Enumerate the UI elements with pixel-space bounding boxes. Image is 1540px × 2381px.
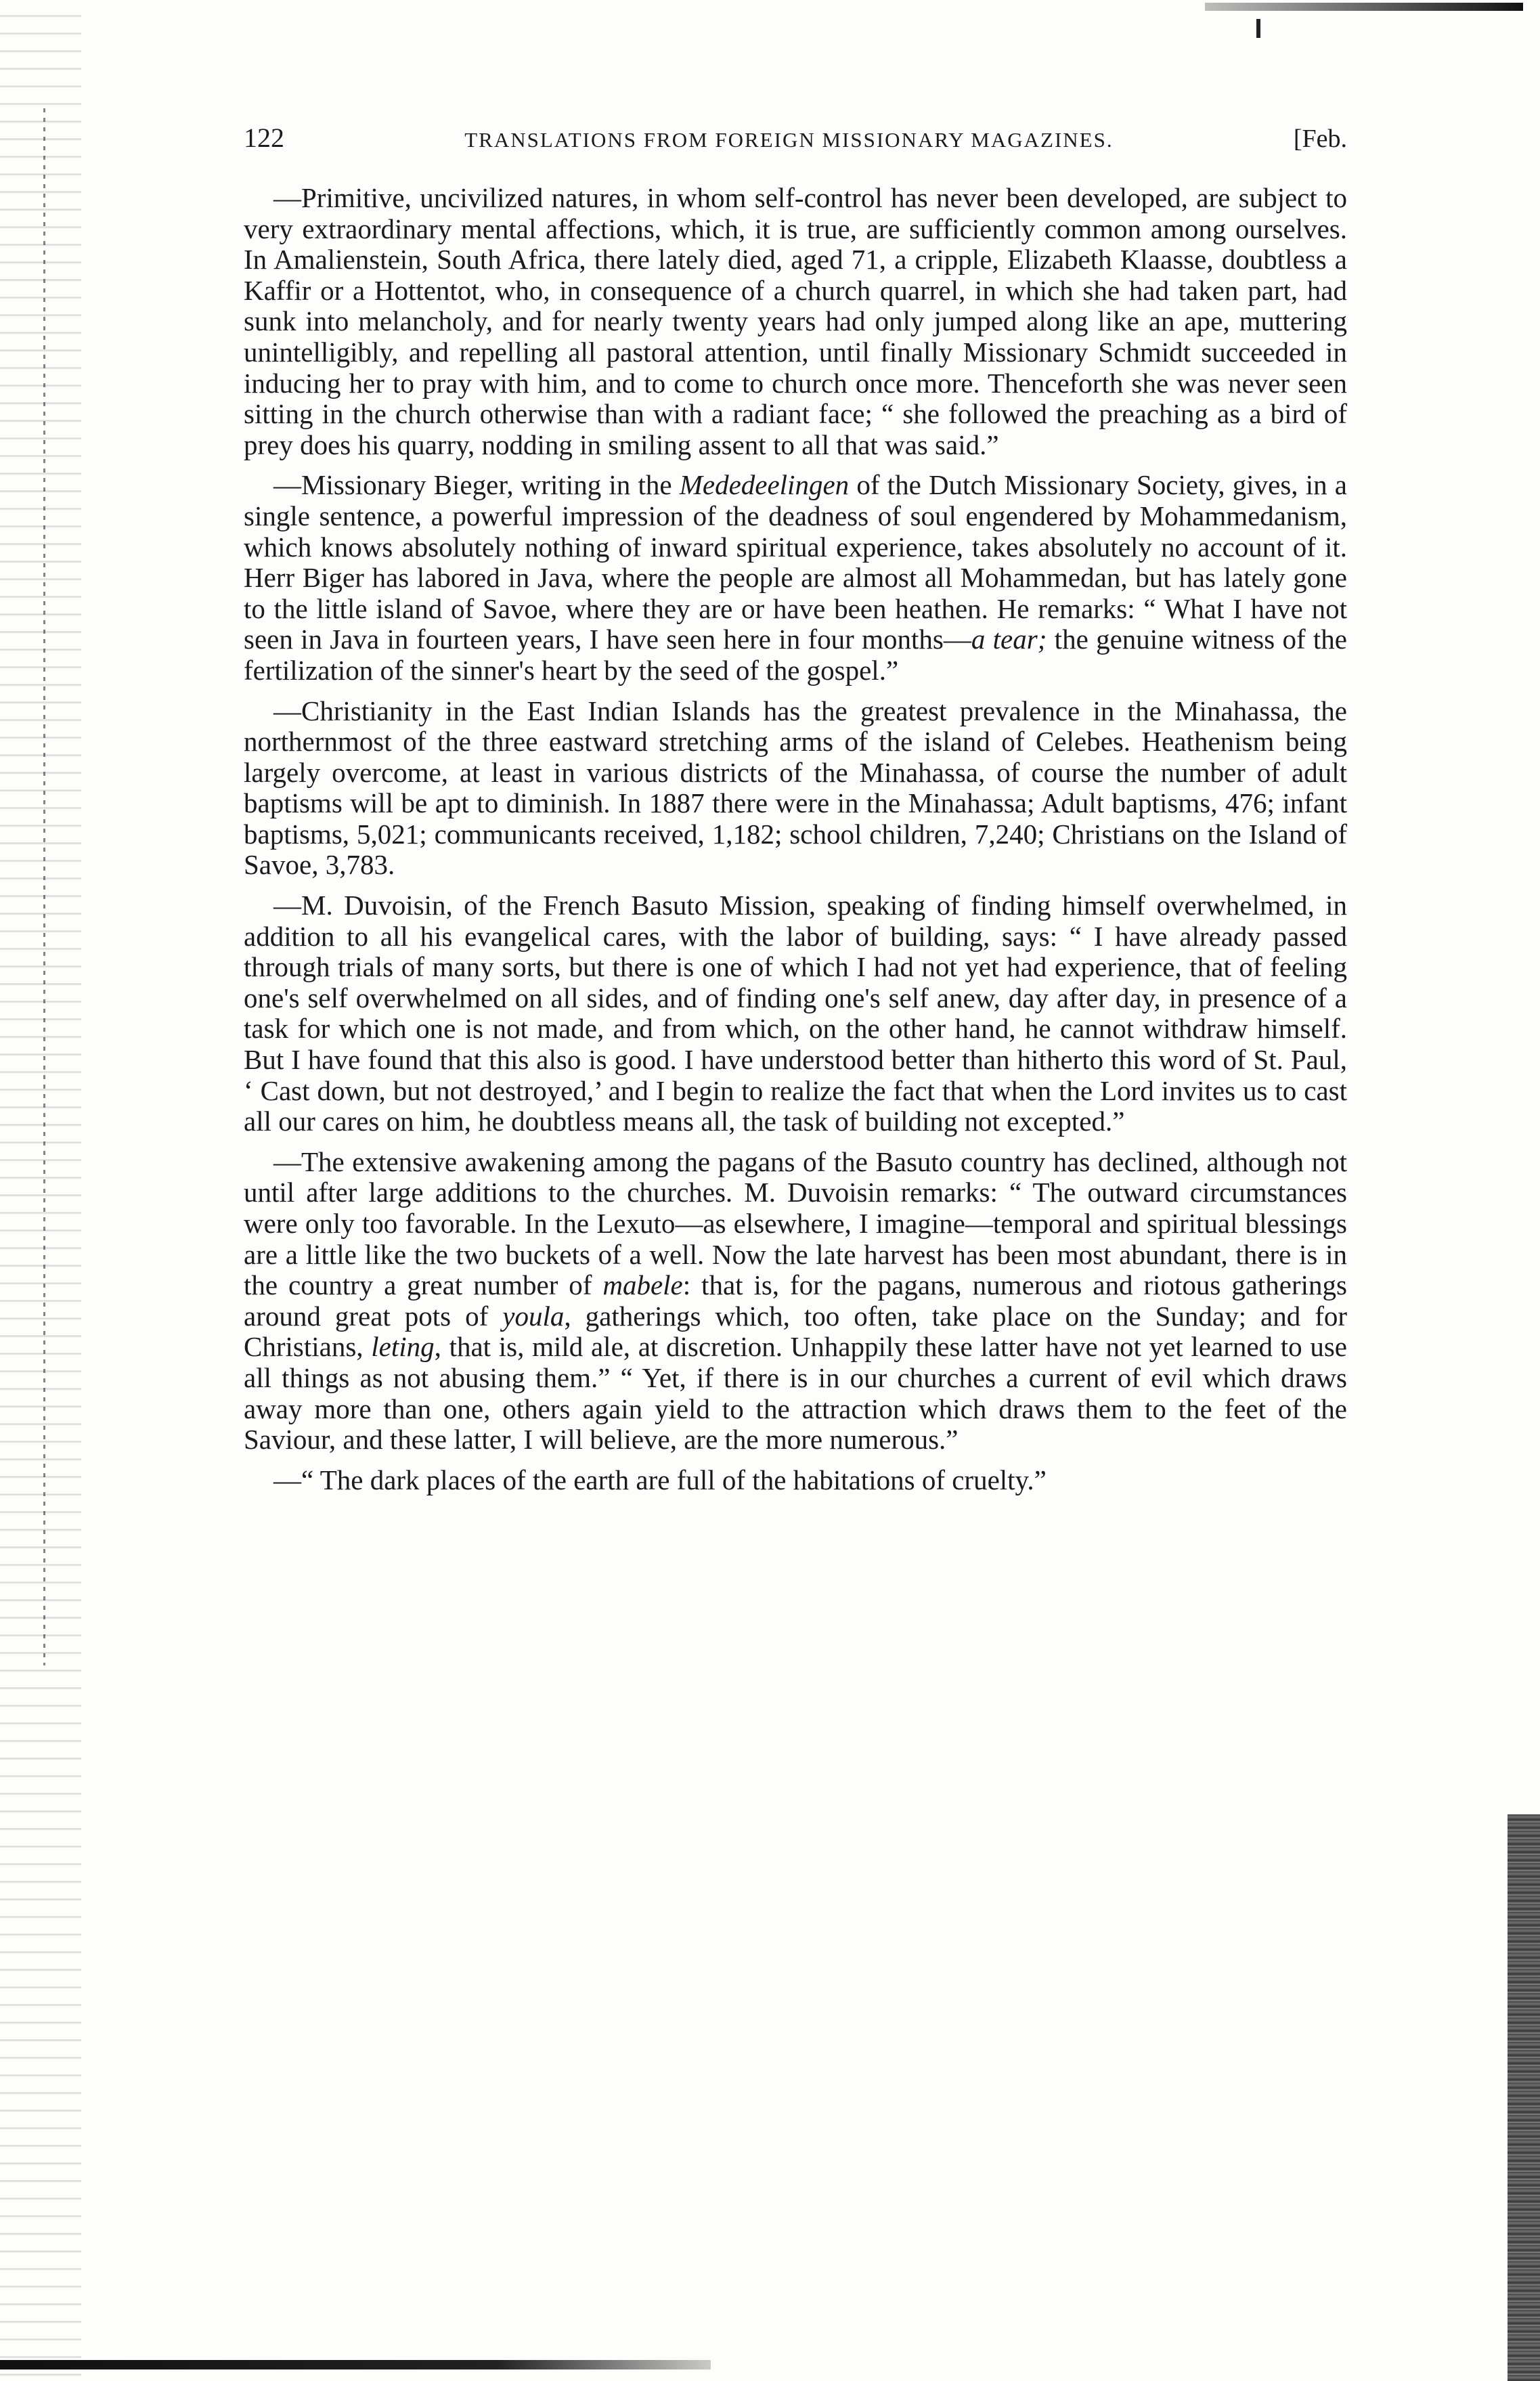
scan-bottom-rule: [0, 2360, 711, 2369]
paragraph-dark-places: —“ The dark places of the earth are full of the habitations of cruelty.”: [273, 1464, 1047, 1495]
italic-term: Mededeelingen: [679, 469, 850, 501]
italic-term: youla: [502, 1300, 565, 1332]
page-number: 122: [244, 123, 284, 153]
paragraph-text: the genuine witness of the fertilization of the sinner's heart by the seed of the gospel.”: [244, 624, 1348, 686]
paragraph-text: —The extensive awakening among the pagans of the Basuto country has declined, although not until after large additions to the churches. M. Duvoisin remarks: “ The outward circumstances were only too favorable. In the Lexuto—as elsewhere, I imagine—temporal and spiritual blessings are a little like the two buckets of a well. Now the late harvest has been most abundant, there is in the country a great number of: [244, 1145, 1347, 1301]
paragraph-text: , gatherings which, too often, take place on the Sunday; and for Christians,: [244, 1300, 1348, 1363]
scan-edge-left: [0, 0, 81, 2381]
paragraph-duvoisin: —M. Duvoisin, of the French Basuto Mission, speaking of finding himself overwhelmed, in addition to all his evangelical cares, with the labor of building, says: “ I have already passed through trials of many sorts, but there is one of which I had not yet had experience, that of feeling one's self overwhelmed on all sides, and of finding one's self anew, day after day, in presence of a task for which one is not made, and from which, on the other hand, he cannot withdraw himself. But I have found that this also is good. I have understood better than hitherto this word of St. Paul, ‘ Cast down, but not destroyed,’ and I begin to realize the fact that when the Lord invites us to cast all our cares on him, he doubtless means all, the task of building not excepted.”: [244, 890, 1347, 1137]
italic-term: leting: [371, 1331, 435, 1363]
italic-term: mabele: [602, 1269, 683, 1301]
scan-right-edge: [1508, 1814, 1540, 2381]
page-body: [244, 122, 1347, 1505]
paragraph-minahassa: —Christianity in the East Indian Islands has the greatest prevalence in the Minahassa, the northernmost of the three eastward stretching arms of the island of Celebes. Heathenism being largely overcome, at least in various districts of the Minahassa, of course the number of adult baptisms will be apt to diminish. In 1887 there were in the Minahassa; Adult baptisms, 476; infant baptisms, 5,021; communicants received, 1,182; school children, 7,240; Christians on the Island of Savoe, 3,783.: [244, 695, 1347, 881]
running-title: TRANSLATIONS FROM FOREIGN MISSIONARY MAGAZINES.: [464, 128, 1114, 152]
paragraph-missionary-bieger: [244, 470, 1347, 686]
running-month: [Feb.: [1293, 125, 1347, 153]
scan-top-rule: [1205, 3, 1523, 11]
paragraph-text: : that is, for the pagans, numerous and riotous gatherings around great pots of: [244, 1269, 1347, 1332]
running-head: [244, 122, 1347, 162]
paragraph-text: , that is, mild ale, at discretion. Unhappily these latter have not yet learned to use all things as not abusing them.” “ Yet, if there is in our churches a current of evil which draws away more than one, others again yield to the attraction which draws them to the feet of the Saviour, and these latter, I will believe, are the more numerous.”: [244, 1331, 1347, 1456]
scan-edge-binding: [43, 108, 45, 1665]
paragraph-text: —Missionary Bieger, writing in the: [273, 469, 680, 501]
paragraph-text: of the Dutch Missionary Society, gives, in a single sentence, a powerful impression of the deadness of soul engendered by Mohammedanism, which knows absolutely nothing of inward spiritual experience, takes absolutely no account of it. Herr Biger has labored in Java, where the people are almost all Mohammedan, but has lately gone to the little island of Savoe, where they are or have been heathen. He remarks: “ What I have not seen in Java in fourteen years, I have seen here in four months—: [244, 469, 1347, 655]
scan-top-mark: [1256, 19, 1260, 38]
paragraph-primitive-natures: —Primitive, uncivilized natures, in whom self-control has never been developed, are subject to very extraordinary mental affections, which, it is true, are sufficiently common among ourselves. In Amalienstein, South Africa, there lately died, aged 71, a cripple, Elizabeth Klaasse, doubtless a Kaffir or a Hottentot, who, in consequence of a church quarrel, in which she had taken part, had sunk into melancholy, and for nearly twenty years had only jumped along like an ape, muttering unintelligibly, and repelling all pastoral attention, until finally Missionary Schmidt succeeded in inducing her to pray with him, and to come to church once more. Thenceforth she was never seen sitting in the church otherwise than with a radiant face; “ she followed the preaching as a bird of prey does his quarry, nodding in smiling assent to all that was said.”: [244, 182, 1347, 460]
italic-term: a tear;: [971, 624, 1047, 655]
paragraph-basuto-awakening: [244, 1147, 1347, 1456]
